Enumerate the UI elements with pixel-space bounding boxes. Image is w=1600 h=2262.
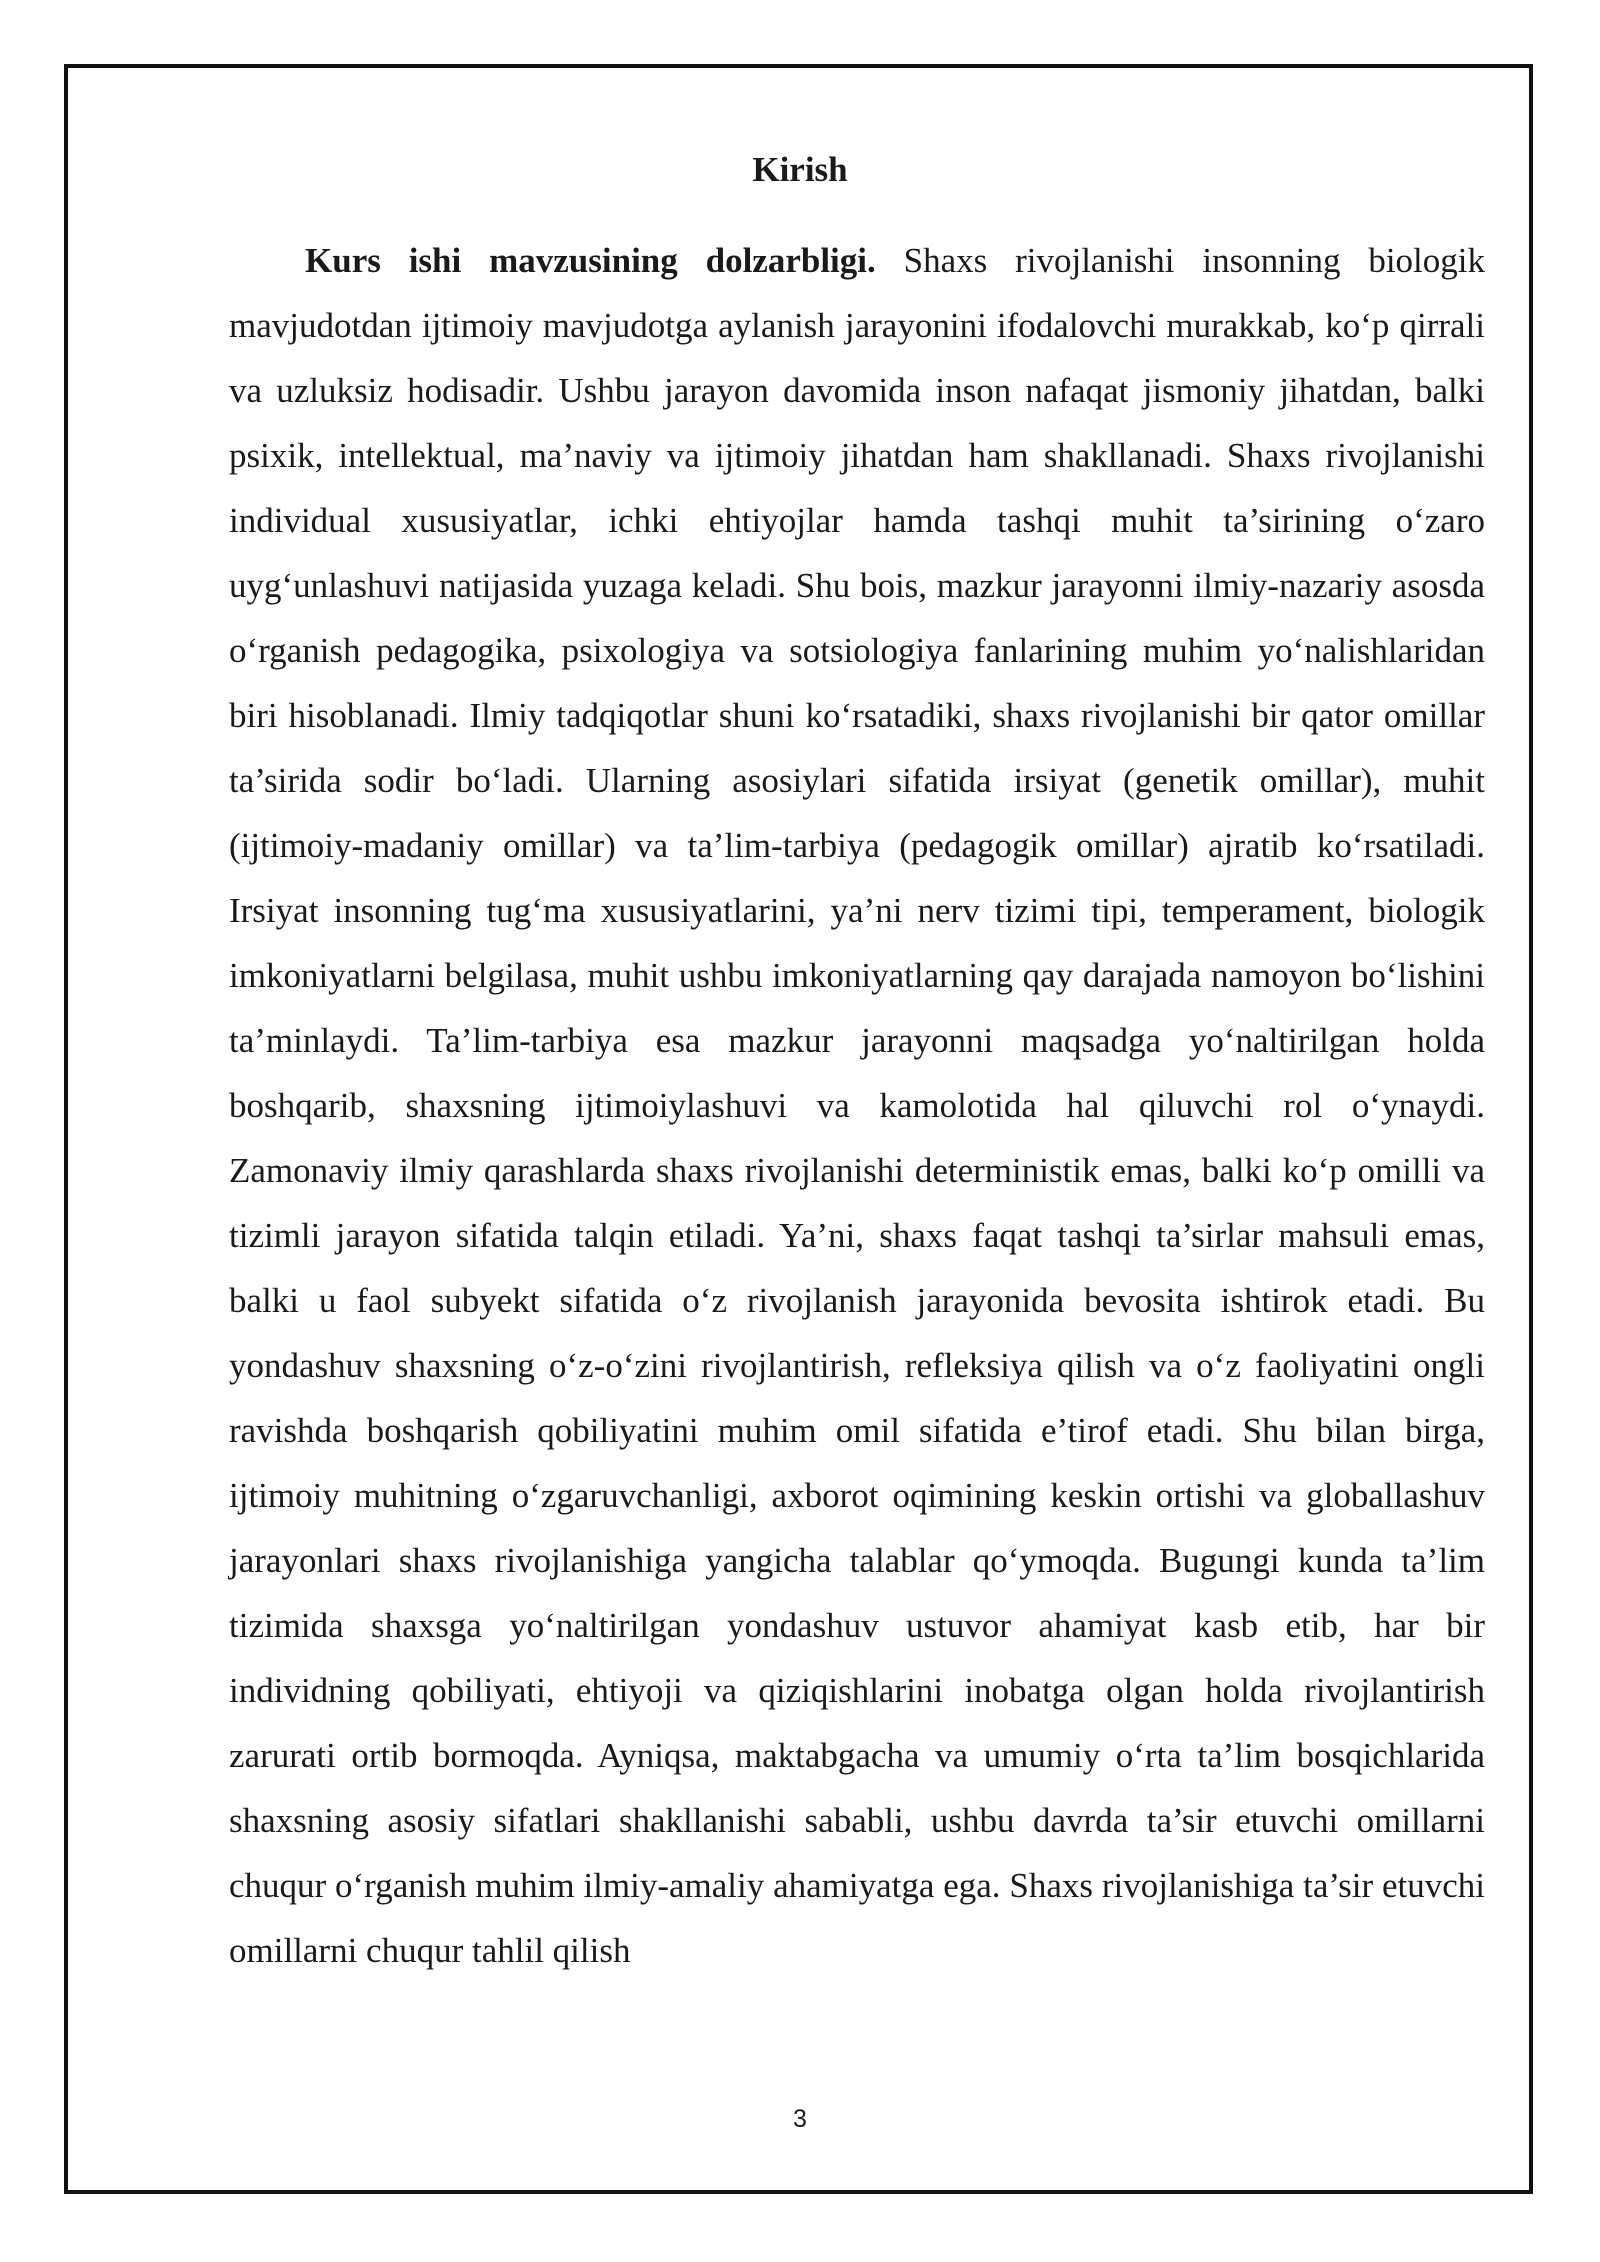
page-number: 3	[793, 2105, 807, 2133]
section-lead-in: Kurs ishi mavzusining dolzarbligi.	[305, 241, 876, 280]
paragraph-text: Shaxs rivojlanishi insonning biologik mavjudotdan ijtimoiy mavjudotga aylanish jarayonini ifodalovchi murakkab, ko‘p qirrali va uzluksiz hodisadir. Ushbu jarayon davomida inson nafaqat jismoniy jihatdan, balki psixik, intellektual, ma’naviy va ijtimoiy jihatdan ham shakllanadi. Shaxs rivojlanishi individual xususiyatlar, ichki ehtiyojlar hamda tashqi muhit ta’sirining o‘zaro uyg‘unlashuvi natijasida yuzaga keladi. Shu bois, mazkur jarayonni ilmiy-nazariy asosda o‘rganish pedagogika, psixologiya va sotsiologiya fanlarining muhim yo‘nalishlaridan biri hisoblanadi. Ilmiy tadqiqotlar shuni ko‘rsatadiki, shaxs rivojlanishi bir qator omillar ta’sirida sodir bo‘ladi. Ularning asosiylari sifatida irsiyat (genetik omillar), muhit (ijtimoiy-madaniy omillar) va ta’lim-tarbiya (pedagogik omillar) ajratib ko‘rsatiladi. Irsiyat insonning tug‘ma xususiyatlarini, ya’ni nerv tizimi tipi, temperament, biologik imkoniyatlarni belgilasa, muhit ushbu imkoniyatlarning qay darajada namoyon bo‘lishini ta’minlaydi. Ta’lim-tarbiya esa mazkur jarayonni maqsadga yo‘naltirilgan holda boshqarib, shaxsning ijtimoiylashuvi va kamolotida hal qiluvchi rol o‘ynaydi. Zamonaviy ilmiy qarashlarda shaxs rivojlanishi deterministik emas, balki ko‘p omilli va tizimli jarayon sifatida talqin etiladi. Ya’ni, shaxs faqat tashqi ta’sirlar mahsuli emas, balki u faol subyekt sifatida o‘z rivojlanish jarayonida bevosita ishtirok etadi. Bu yondashuv shaxsning o‘z-o‘zini rivojlantirish, refleksiya qilish va o‘z faoliyatini ongli ravishda boshqarish qobiliyatini muhim omil sifatida e’tirof etadi. Shu bilan birga, ijtimoiy muhitning o‘zgaruvchanligi, axborot oqimining keskin ortishi va globallashuv jarayonlari shaxs rivojlanishiga yangicha talablar qo‘ymoqda. Bugungi kunda ta’lim tizimida shaxsga yo‘naltirilgan yondashuv ustuvor ahamiyat kasb etib, har bir individning qobiliyati, ehtiyoji va qiziqishlarini inobatga olgan holda rivojlantirish zarurati ortib bormoqda. Ayniqsa, maktabgacha va umumiy o‘rta ta’lim bosqichlarida shaxsning asosiy sifatlari shakllanishi sababli, ushbu davrda ta’sir etuvchi omillarni chuqur o‘rganish muhim ilmiy-amaliy ahamiyatga ega. Shaxs rivojlanishiga ta’sir etuvchi omillarni chuqur tahlil qilish	[229, 241, 1485, 1970]
body-paragraph	[229, 228, 1485, 1983]
page-title: Kirish	[752, 150, 848, 189]
